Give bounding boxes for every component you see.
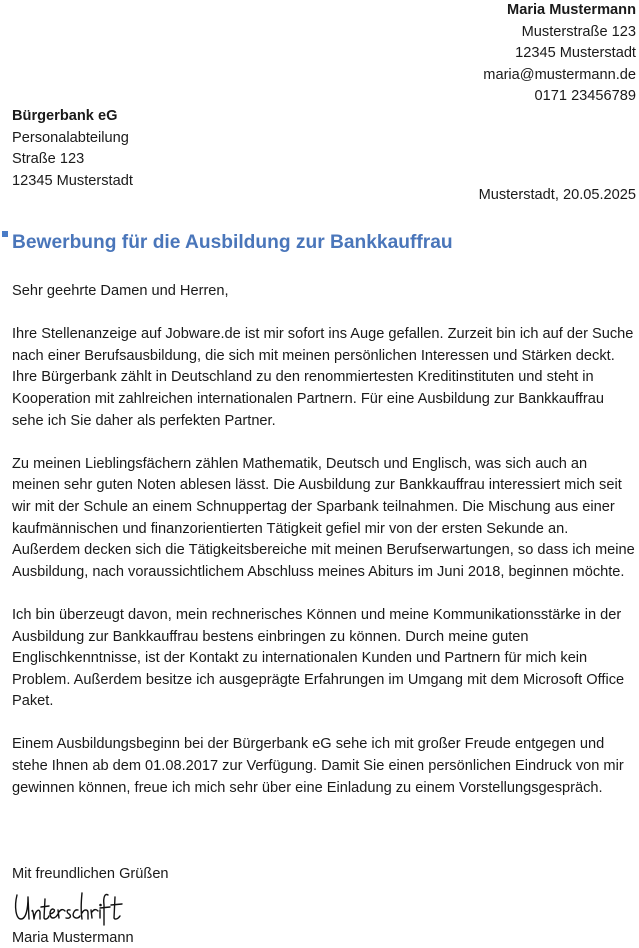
- sender-email: maria@mustermann.de: [483, 66, 636, 83]
- sender-street: Musterstraße 123: [521, 23, 636, 40]
- recipient-department: Personalabteilung: [12, 129, 129, 146]
- subject-marker: [2, 231, 8, 237]
- recipient-city: 12345 Musterstadt: [12, 172, 133, 189]
- paragraph-4: Einem Ausbildungsbeginn bei der Bürgerbank eG sehe ich mit großer Freude entgegen und stehe Ihnen ab dem 01.08.2017 zur Verfügung. Damit Sie einen persönlichen Eindruck von mir gewinnen können, freue ich mich sehr über eine Einladung zu einem Vorstellungsgespräch.: [12, 736, 624, 796]
- sender-phone: 0171 23456789: [534, 88, 636, 105]
- letter-body: [12, 281, 636, 821]
- salutation: Sehr geehrte Damen und Herren,: [12, 283, 229, 299]
- sender-name: Maria Mustermann: [507, 2, 636, 18]
- signature-image: [12, 885, 124, 927]
- paragraph-1: Ihre Stellenanzeige auf Jobware.de ist mir sofort ins Auge gefallen. Zurzeit bin ich auf der Suche nach einer Berufsausbildung, die sich mit meinen persönlichen Interessen und Stärken deckt. Ihre Bürgerbank zählt in Deutschland zu den renommiertesten Kreditinstituten und steht in Kooperation mit zahlreichen internationalen Partnern. Für eine Ausbildung zur Bankkauffrau sehe ich Sie daher als perfekten Partner.: [12, 326, 634, 429]
- sender-address-block: [483, 0, 636, 108]
- subject-heading: Bewerbung für die Ausbildung zur Bankkauffrau: [12, 232, 453, 253]
- sender-city: 12345 Musterstadt: [515, 45, 636, 62]
- paragraph-2: Zu meinen Lieblingsfächern zählen Mathematik, Deutsch und Englisch, was sich auch an meinen sehr guten Noten ablesen lässt. Die Ausbildung zur Bankkauffrau interessiert mich seit wir mit der Schule an einem Schnuppertag der Sparbank teilnahmen. Die Mischung aus einer kaufmännischen und finanzorientierten Tätigkeit gefiel mir von der ersten Sekunde an. Außerdem decken sich die Tätigkeitsbereiche mit meinen Berufserwartungen, so dass ich meine Ausbildung, nach voraussichtlichem Abschluss meines Abiturs im Juni 2018, beginnen möchte.: [12, 455, 635, 580]
- recipient-company: Bürgerbank eG: [12, 108, 118, 124]
- paragraph-3: Ich bin überzeugt davon, mein rechnerisches Können und meine Kommunikationsstärke in der Ausbildung zur Bankkauffrau bestens einbringen zu können. Durch meine guten Englischkenntnisse, ist der Kontakt zu internationalen Kunden und Partnern für mich kein Problem. Außerdem besitze ich ausgeprägte Erfahrungen im Umgang mit dem Microsoft Office Paket.: [12, 606, 625, 710]
- signer-name: Maria Mustermann: [12, 930, 134, 946]
- closing: Mit freundlichen Grüßen: [12, 866, 169, 882]
- date-line: Musterstadt, 20.05.2025: [478, 187, 636, 203]
- recipient-address-block: [12, 106, 133, 192]
- recipient-street: Straße 123: [12, 151, 85, 168]
